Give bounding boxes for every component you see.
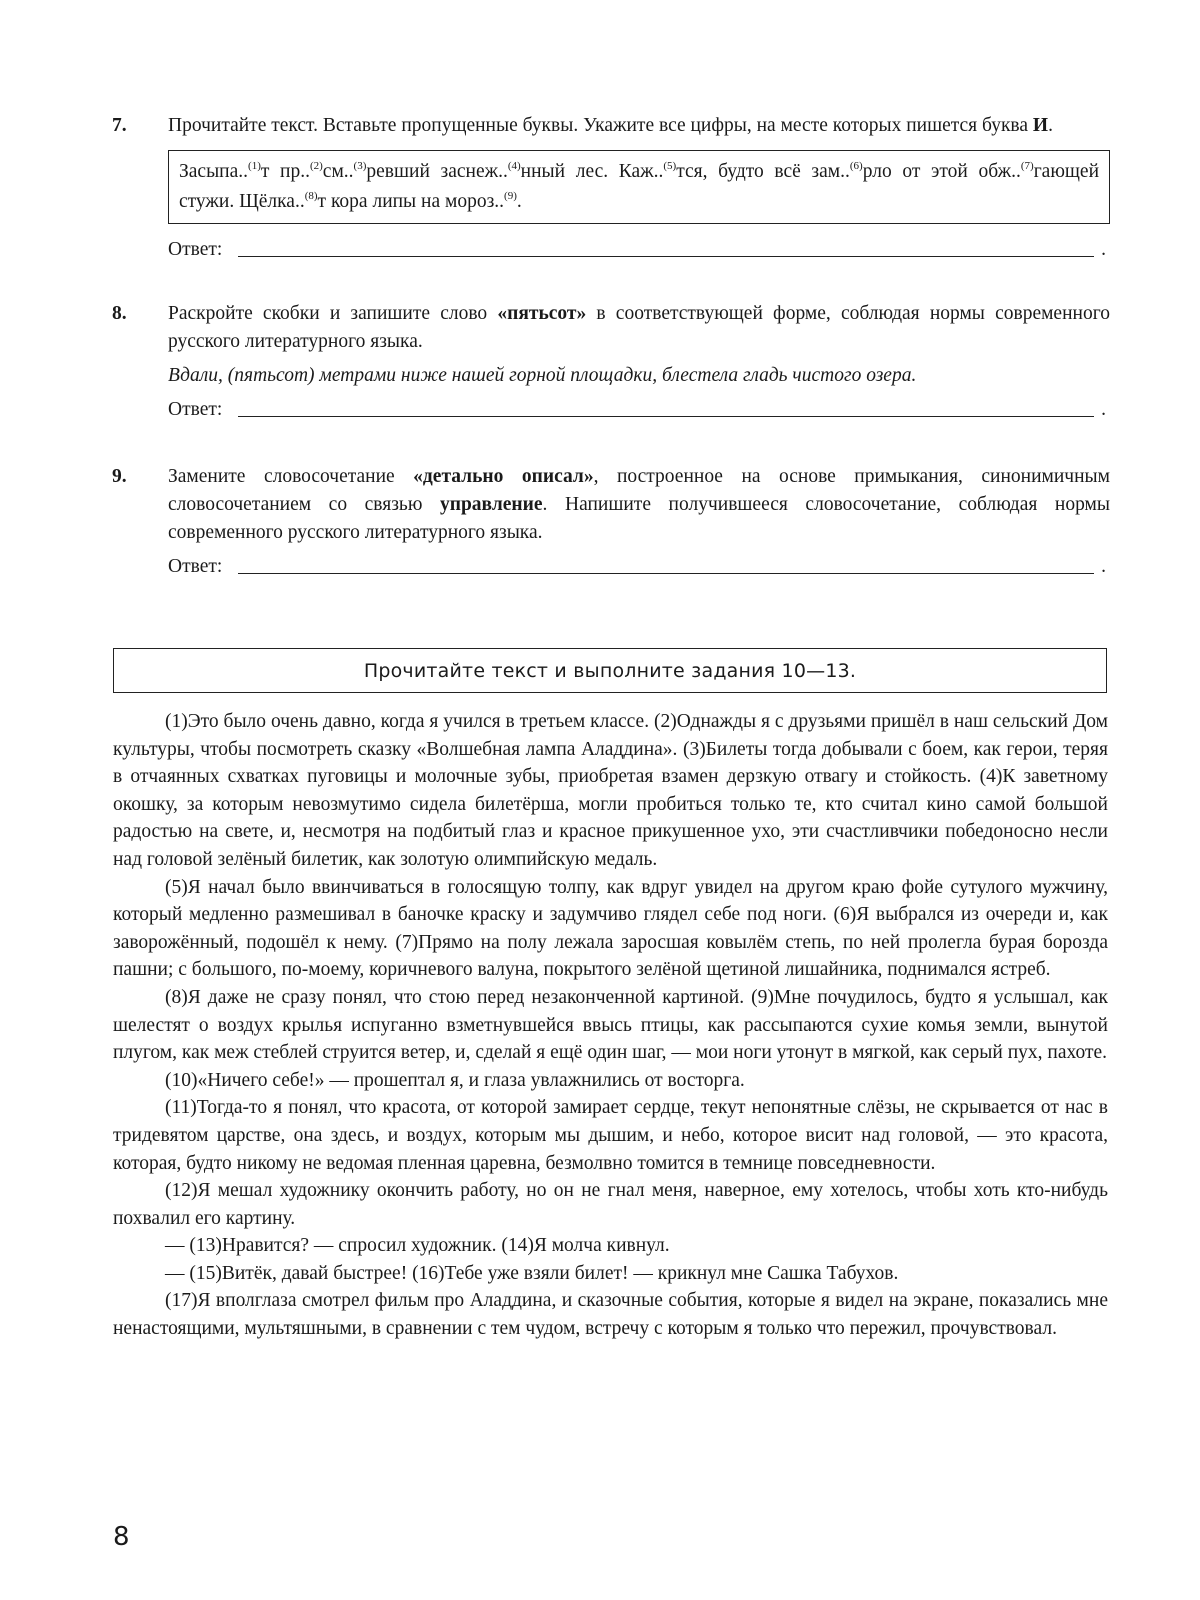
answer-line[interactable]	[238, 416, 1094, 417]
task-7	[112, 112, 1110, 264]
task-prompt: Раскройте скобки и запишите слово «пятьсот» в соответствующей форме, соблюдая нормы современного русского литературного языка.	[168, 303, 1110, 352]
story-paragraph: (12)Я мешал художнику окончить работу, но он не гнал меня, наверное, ему хотелось, чтобы хоть кто-нибудь похвалил его картину.	[113, 1180, 1108, 1229]
answer-row[interactable]: Ответ: .	[168, 236, 1110, 264]
task-prompt: Прочитайте текст. Вставьте пропущенные буквы. Укажите все цифры, на месте которых пишется буква И.	[168, 115, 1053, 136]
answer-row[interactable]: Ответ: .	[168, 553, 1110, 581]
story-text	[113, 708, 1108, 1343]
task-number: 7.	[112, 115, 127, 136]
story-paragraph: (8)Я даже не сразу понял, что стою перед незаконченной картиной. (9)Мне почудилось, будто я услышал, как шелестят о воздух крылья испуганно взметнувшейся ввысь птицы, как рассыпаются сухие комья земли, вынутой плугом, как меж стеблей струится ветер, и, сделай я ещё один шаг, — мои ноги утонут в мягкой, как серый пух, пахоте.	[113, 986, 1108, 1064]
page-number: 8	[113, 1522, 130, 1552]
task-9	[112, 463, 1110, 581]
story-paragraph: — (13)Нравится? — спросил художник. (14)Я молча кивнул.	[165, 1235, 670, 1257]
task-number: 8.	[112, 303, 127, 324]
answer-line[interactable]	[238, 573, 1094, 574]
answer-label: Ответ:	[168, 556, 223, 577]
answer-row[interactable]: Ответ: .	[168, 396, 1110, 424]
task-number: 9.	[112, 466, 127, 487]
story-paragraph: (10)«Ничего себе!» — прошептал я, и глаза увлажнились от восторга.	[165, 1069, 745, 1091]
answer-label: Ответ:	[168, 239, 223, 260]
answer-line[interactable]	[238, 256, 1094, 257]
story-paragraph: (5)Я начал было ввинчиваться в голосящую толпу, как вдруг увидел на другом краю фойе сутулого мужчину, который медленно размешивал в баночке краску и задумчиво глядел себе под ноги. (6)Я выбрался из очереди и, как заворожённый, подошёл к нему. (7)Прямо на полу лежала заросшая ковылём степь, по ней пролегла бурая борозда пашни; с большого, по-моему, коричневого валуна, покрытого зелёной щетиной лишайника, поднимался ястреб.	[113, 876, 1108, 981]
answer-label: Ответ:	[168, 399, 223, 420]
task-prompt: Замените словосочетание «детально описал», построенное на основе примыкания, синонимичным словосочетанием со связью управление. Напишите получившееся словосочетание, соблюдая нормы современного русского литературного языка.	[168, 466, 1110, 543]
section-banner: Прочитайте текст и выполните задания 10—13.	[113, 648, 1107, 693]
story-paragraph: (11)Тогда-то я понял, что красота, от которой замирает сердце, текут непонятные слёзы, не скрывается от нас в тридевятом царстве, она здесь, и воздух, которым мы дышим, и небо, которое висит над головой, — это красота, которая, будто никому не ведомая пленная царевна, безмолвно томится в темнице повседневности.	[113, 1097, 1108, 1174]
task-text-frame: Засыпа..$^{(1)}$т пр..$^{(2)}$см..$^{(3)}$ревший заснеж..$^{(4)}$нный лес. Каж..$^{(5)}$тся, будто всё зам..$^{(6)}$рло от этой обж..$^{(7)}$гающей стужи. Щёлка..$^{(8)}$т кора липы на мороз..$^{(9)}$.	[168, 150, 1110, 224]
task-8	[112, 300, 1110, 424]
task-sentence: Вдали, (пятьсот) метрами ниже нашей горной площадки, блестела гладь чистого озера.	[168, 365, 917, 386]
story-paragraph: — (15)Витёк, давай быстрее! (16)Тебе уже взяли билет! — крикнул мне Сашка Табухов.	[165, 1262, 899, 1284]
story-paragraph: (1)Это было очень давно, когда я учился в третьем классе. (2)Однажды я с друзьями пришёл в наш сельский Дом культуры, чтобы посмотреть сказку «Волшебная лампа Аладдина». (3)Билеты тогда добывали с боем, как герои, теряя в отчаянных схватках пуговицы и молочные зубы, приобретая взамен дерзкую отвагу и стойкость. (4)К заветному окошку, за которым невозмутимо сидела билетёрша, могли пробиться только те, кто считал кино самой большой радостью на свете, и, несмотря на подбитый глаз и красное прикушенное ухо, эти счастливчики победоносно несли над головой зелёный билетик, как золотую олимпийскую медаль.	[113, 711, 1108, 870]
story-paragraph: (17)Я вполглаза смотрел фильм про Аладдина, и сказочные события, которые я видел на экране, показались мне ненастоящими, мультяшными, в сравнении с тем чудом, встречу с которым я только что пережил, прочувствовал.	[113, 1290, 1108, 1340]
